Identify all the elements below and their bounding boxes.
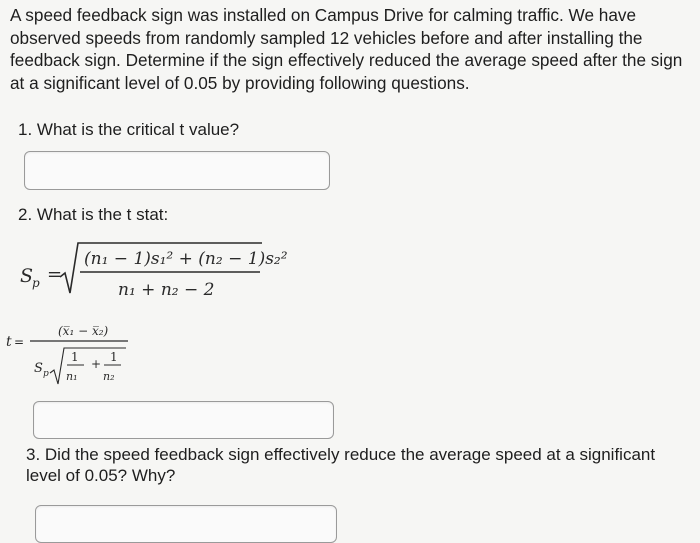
sp-equals: = <box>47 264 63 285</box>
formula-image <box>0 235 360 400</box>
t-frac1-num: 1 <box>71 350 79 364</box>
pooled-sd-formula <box>20 243 288 300</box>
answer-input-t-stat[interactable] <box>33 401 334 439</box>
t-equals: = <box>14 335 25 349</box>
answer-input-critical-t[interactable] <box>24 151 330 190</box>
t-sp-symbol: S <box>34 361 43 376</box>
t-symbol: t <box>6 334 12 350</box>
sp-numerator: (n₁ − 1)s₁² + (n₂ − 1)s₂² <box>84 249 288 269</box>
answer-input-conclusion[interactable] <box>35 505 337 543</box>
sp-denominator: n₁ + n₂ − 2 <box>118 280 215 300</box>
question-2-label: 2. What is the t stat: <box>18 205 169 224</box>
question-1-label: 1. What is the critical t value? <box>18 120 240 139</box>
sp-subscript: p <box>32 276 40 290</box>
t-stat-formula <box>6 324 128 384</box>
t-frac2-num: 1 <box>110 350 118 364</box>
problem-statement: A speed feedback sign was installed on Campus Drive for calming traffic. We have observed speeds from randomly sampled 12 vehicles before and after installing the feedback sign. Determine if the sign effectively reduced the average speed after the sign at a significant level of 0.05 by providing following questions. <box>10 5 683 93</box>
t-frac1-den: n₁ <box>66 370 78 383</box>
t-numerator: (x̅₁ − x̅₂) <box>58 324 109 338</box>
t-plus: + <box>91 357 102 371</box>
sp-symbol: S <box>20 265 34 287</box>
t-sp-subscript: p <box>43 369 49 379</box>
t-frac2-den: n₂ <box>103 370 115 383</box>
question-3-label: 3. Did the speed feedback sign effectively reduce the average speed at a significant level of 0.05? Why? <box>26 445 656 485</box>
